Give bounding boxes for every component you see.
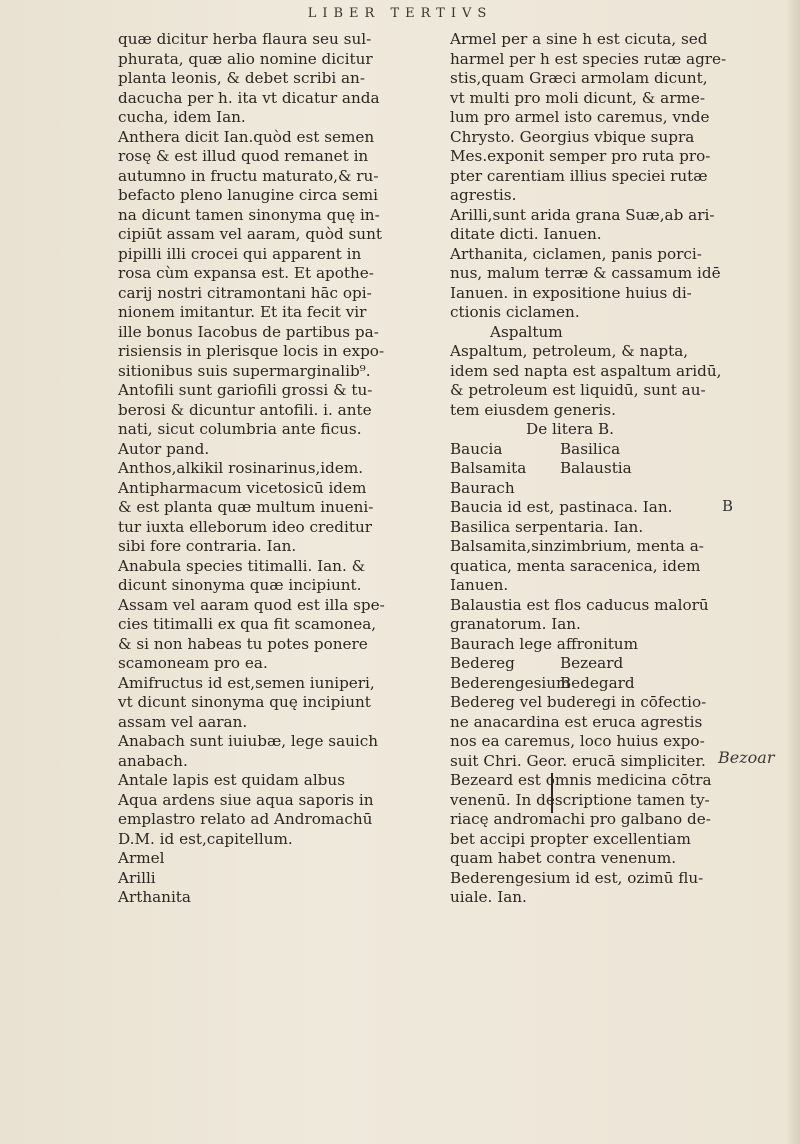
text-line: scamoneam pro ea.: [118, 654, 268, 672]
text-line: nus, malum terræ & cassamum idē: [450, 264, 721, 282]
text-line: vt multi pro moli dicunt, & arme-: [450, 88, 705, 107]
text-line: sibi fore contraria. Ian.: [118, 537, 297, 555]
text-line: uiale. Ian.: [450, 888, 527, 906]
text-line: Basilica serpentaria. Ian.: [450, 517, 644, 536]
text-line: Ianuen. in expositione huius di-: [450, 283, 692, 302]
text-line: Arthanita: [118, 888, 191, 906]
text-line: vt dicunt sinonyma quę incipiunt: [118, 693, 371, 711]
text-line: Baurach: [450, 478, 515, 497]
text-line: Bederengesium id est, ozimū flu-: [450, 868, 704, 887]
text-line: nionem imitantur. Et ita fecit vir: [118, 303, 367, 321]
text-line: quatica, menta saracenica, idem: [450, 556, 701, 575]
text-line: Antipharmacum vicetosicū idem: [118, 478, 367, 497]
text-line: cucha, idem Ian.: [118, 108, 246, 126]
text-line: anabach.: [118, 751, 188, 770]
text-line: riacę andromachi pro galbano de-: [450, 810, 711, 828]
index-term: Balaustia: [560, 459, 632, 477]
text-line: bet accipi propter excellentiam: [450, 829, 691, 848]
margin-handwritten-note: Bezoar: [718, 748, 775, 767]
text-line: & est planta quæ multum inueni-: [118, 498, 374, 516]
text-line: carij nostri citramontani hāc opi-: [118, 283, 372, 302]
text-line: agrestis.: [450, 186, 517, 204]
page-edge-shadow: [786, 0, 800, 1144]
text-line: assam vel aaran.: [118, 712, 248, 731]
text-line: risiensis in plerisque locis in expo-: [118, 342, 385, 360]
text-line: Anabach sunt iuiubæ, lege sauich: [118, 732, 379, 750]
index-pair-row: [450, 654, 750, 674]
text-line: quæ dicitur herba flaura seu sul-: [118, 30, 372, 48]
text-line: Aqua ardens siue aqua saporis in: [118, 790, 374, 809]
text-line: Assam vel aaram quod est illa spe-: [118, 595, 385, 614]
index-pair-row: [450, 459, 750, 479]
text-line: dacucha per h. ita vt dicatur anda: [118, 88, 380, 107]
text-line: Anabula species titimalli. Ian. &: [118, 556, 366, 575]
left-column: [118, 30, 433, 908]
text-line: planta leonis, & debet scribi an-: [118, 69, 365, 87]
text-line: rosę & est illud quod remanet in: [118, 147, 369, 165]
text-line: cies titimalli ex qua fit scamonea,: [118, 615, 377, 633]
text-line: ne anacardina est eruca agrestis: [450, 712, 703, 731]
text-line: Balaustia est flos caducus malorū: [450, 595, 709, 614]
text-line: suit Chri. Geor. erucā simpliciter.: [450, 751, 706, 770]
text-line: Bezeard est omnis medicina cōtra: [450, 771, 712, 789]
text-line: Baucia id est, pastinaca. Ian.: [450, 498, 673, 516]
index-term: Basilica: [560, 439, 621, 458]
margin-letter: B: [722, 497, 734, 515]
text-line: sitionibus suis supermarginalib⁹.: [118, 361, 371, 380]
text-line: Baurach lege affronitum: [450, 634, 638, 653]
text-line: Chrysto. Georgius vbique supra: [450, 127, 695, 146]
text-line: ille bonus Iacobus de partibus pa-: [118, 322, 379, 341]
index-term: Bederengesium: [450, 673, 571, 692]
index-term: Bezeard: [560, 654, 624, 672]
text-line: Antofili sunt gariofili grossi & tu-: [118, 381, 373, 399]
right-column-entries-b: [450, 479, 750, 655]
text-line: tem eiusdem generis.: [450, 400, 616, 419]
text-line: ditate dicti. Ianuen.: [450, 225, 602, 243]
text-line: nati, sicut columbria ante ficus.: [118, 420, 362, 438]
text-line: harmel per h est species rutæ agre-: [450, 49, 727, 68]
text-line: tur iuxta elleborum ideo creditur: [118, 517, 373, 536]
text-line: granatorum. Ian.: [450, 615, 581, 633]
index-pair-row: [450, 440, 750, 460]
text-line: pter carentiam illius speciei rutæ: [450, 166, 708, 185]
text-line: Armel: [118, 849, 165, 867]
text-line: nos ea caremus, loco huius expo-: [450, 732, 705, 750]
text-line: befacto pleno lanugine circa semi: [118, 186, 378, 204]
text-line: phurata, quæ alio nomine dicitur: [118, 49, 373, 68]
text-line: & si non habeas tu potes ponere: [118, 634, 368, 653]
text-line: berosi & dicuntur antofili. i. ante: [118, 400, 372, 419]
text-line: lum pro armel isto caremus, vnde: [450, 108, 710, 126]
text-line: Aspaltum, petroleum, & napta,: [450, 342, 689, 360]
index-term: Balsamita: [450, 459, 527, 477]
index-pairs-b: [450, 440, 750, 479]
text-line: Armel per a sine h est cicuta, sed: [450, 30, 708, 48]
text-line: rosa cùm expansa est. Et apothe-: [118, 264, 374, 282]
text-line: quam habet contra venenum.: [450, 849, 677, 867]
text-line: Aspaltum: [490, 322, 563, 341]
text-line: dicunt sinonyma quæ incipiunt.: [118, 576, 362, 594]
text-line: Anthos,alkikil rosinarinus,idem.: [118, 459, 364, 477]
text-line: venenū. In descriptione tamen ty-: [450, 790, 710, 809]
index-pairs-c: [450, 654, 750, 693]
text-line: Amifructus id est,semen iuniperi,: [118, 673, 375, 692]
right-column-entries-c: [450, 693, 750, 908]
text-line: Arilli: [118, 868, 156, 887]
text-line: autumno in fructu maturato,& ru-: [118, 166, 379, 185]
index-term: Baucia: [450, 439, 503, 458]
text-line: Anthera dicit Ian.quòd est semen: [118, 127, 375, 146]
right-column: [450, 30, 750, 908]
text-line: D.M. id est,capitellum.: [118, 829, 293, 848]
text-line: pipilli illi crocei qui apparent in: [118, 244, 362, 263]
text-line: na dicunt tamen sinonyma quę in-: [118, 205, 380, 224]
right-column-entries-a: [450, 30, 750, 420]
text-line: idem sed napta est aspaltum aridū,: [450, 361, 722, 380]
text-line: Arilli,sunt arida grana Suæ,ab ari-: [450, 205, 715, 224]
text-line: Autor pand.: [118, 439, 210, 458]
text-line: cipiūt assam vel aaram, quòd sunt: [118, 225, 382, 243]
text-line: Ianuen.: [450, 576, 509, 594]
text-line: & petroleum est liquidū, sunt au-: [450, 381, 706, 399]
text-line: Arthanita, ciclamen, panis porci-: [450, 244, 702, 263]
index-pair-row: [450, 674, 750, 694]
index-term: Bedereg: [450, 654, 515, 672]
section-heading-b: De litera B.: [526, 420, 614, 438]
text-line: emplastro relato ad Andromachū: [118, 810, 373, 828]
text-line: Mes.exponit semper pro ruta pro-: [450, 147, 711, 165]
text-line: ctionis ciclamen.: [450, 303, 580, 321]
text-line: stis,quam Græci armolam dicunt,: [450, 69, 708, 87]
index-term: Bedegard: [560, 673, 635, 692]
running-head: LIBER TERTIVS: [307, 6, 493, 21]
brace-divider: [551, 773, 557, 813]
text-line: Bedereg vel buderegi in cōfectio-: [450, 693, 707, 711]
text-line: Antale lapis est quidam albus: [118, 771, 345, 789]
text-line: Balsamita,sinzimbrium, menta a-: [450, 537, 704, 555]
